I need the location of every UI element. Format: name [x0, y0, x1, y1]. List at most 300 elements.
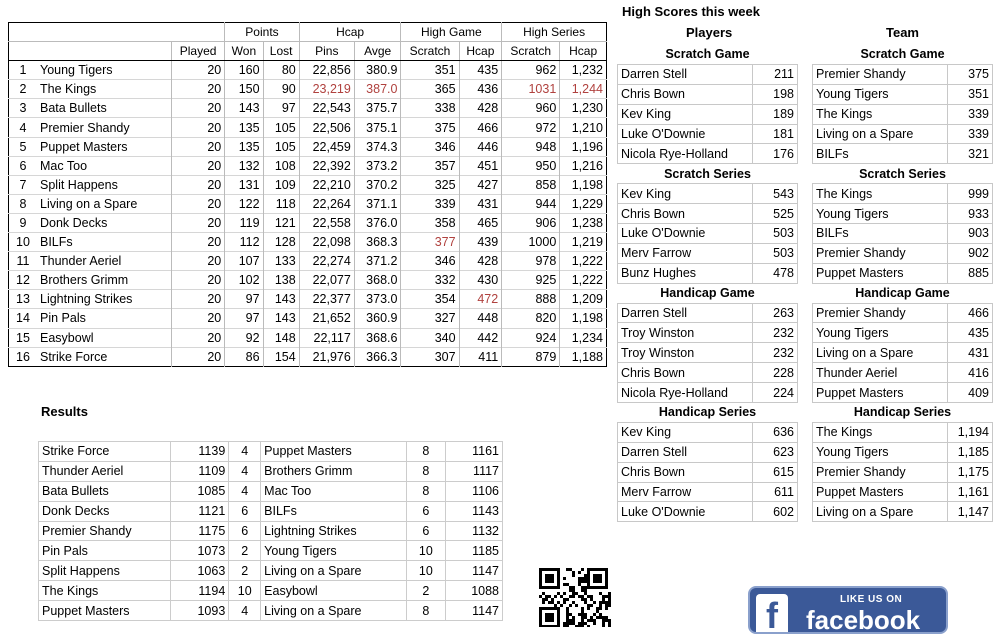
- league-cell-avge: 360.9: [354, 309, 401, 328]
- result-home-pins: 1073: [170, 541, 228, 561]
- score-row: [813, 144, 993, 164]
- score-name: Chris Bown: [618, 84, 753, 104]
- league-cell-team: Donk Decks: [37, 213, 172, 232]
- league-cell-series-hcap: 1,198: [560, 309, 607, 328]
- score-name: Young Tigers: [813, 442, 948, 462]
- col-series-scratch: Scratch: [502, 42, 560, 61]
- result-home-pins: 1085: [170, 481, 228, 501]
- result-row: [39, 461, 503, 481]
- league-cell-played: 20: [172, 213, 225, 232]
- league-cell-pins: 22,543: [299, 99, 354, 118]
- score-row: [618, 482, 798, 502]
- league-row: [9, 309, 607, 328]
- league-row: [9, 347, 607, 366]
- league-cell-series-scratch: 1000: [502, 233, 560, 252]
- league-cell-series-hcap: 1,232: [560, 61, 607, 80]
- league-cell-series-hcap: 1,238: [560, 213, 607, 232]
- league-cell-game-scratch: 338: [401, 99, 459, 118]
- score-name: Premier Shandy: [813, 462, 948, 482]
- league-cell-won: 97: [225, 290, 263, 309]
- score-value: 232: [753, 323, 798, 343]
- score-value: 339: [948, 104, 993, 124]
- result-home-team: Split Happens: [39, 561, 171, 581]
- score-value: 263: [753, 303, 798, 323]
- league-cell-rank: 4: [9, 118, 38, 137]
- score-row: [618, 343, 798, 363]
- league-row: [9, 61, 607, 80]
- score-row: [813, 462, 993, 482]
- league-cell-rank: 2: [9, 80, 38, 99]
- score-row: [813, 64, 993, 84]
- league-cell-lost: 143: [263, 309, 299, 328]
- league-cell-series-scratch: 906: [502, 213, 560, 232]
- score-value: 503: [753, 243, 798, 263]
- col-lost: Lost: [263, 42, 299, 61]
- score-value: 431: [948, 343, 993, 363]
- league-cell-team: Premier Shandy: [37, 118, 172, 137]
- category-row: [618, 403, 798, 423]
- league-cell-avge: 371.1: [354, 194, 401, 213]
- result-away-points: 10: [406, 541, 446, 561]
- category-row: [813, 45, 993, 64]
- score-value: 435: [948, 323, 993, 343]
- score-name: The Kings: [813, 422, 948, 442]
- league-table: [8, 22, 607, 367]
- score-value: 602: [753, 502, 798, 522]
- score-value: 189: [753, 104, 798, 124]
- league-cell-played: 20: [172, 156, 225, 175]
- score-name: Nicola Rye-Holland: [618, 144, 753, 164]
- league-cell-lost: 148: [263, 328, 299, 347]
- score-name: Luke O'Downie: [618, 224, 753, 244]
- league-cell-played: 20: [172, 233, 225, 252]
- score-name: Chris Bown: [618, 363, 753, 383]
- league-cell-lost: 128: [263, 233, 299, 252]
- league-cell-pins: 23,219: [299, 80, 354, 99]
- league-cell-game-scratch: 375: [401, 118, 459, 137]
- result-home-points: 4: [229, 442, 261, 462]
- score-name: Kev King: [618, 184, 753, 204]
- score-name: Kev King: [618, 104, 753, 124]
- score-row: [618, 124, 798, 144]
- result-away-pins: 1132: [446, 521, 503, 541]
- league-cell-game-scratch: 340: [401, 328, 459, 347]
- score-row: [813, 303, 993, 323]
- league-cell-game-hcap: 466: [459, 118, 502, 137]
- result-home-pins: 1121: [170, 501, 228, 521]
- league-cell-game-hcap: 442: [459, 328, 502, 347]
- league-cell-series-scratch: 948: [502, 137, 560, 156]
- result-away-pins: 1185: [446, 541, 503, 561]
- league-cell-pins: 22,459: [299, 137, 354, 156]
- result-row: [39, 541, 503, 561]
- score-value: 339: [948, 124, 993, 144]
- score-value: 228: [753, 363, 798, 383]
- col-game-scratch: Scratch: [401, 42, 459, 61]
- result-away-points: 8: [406, 481, 446, 501]
- result-away-team: Puppet Masters: [261, 442, 406, 462]
- score-name: BILFs: [813, 224, 948, 244]
- result-away-pins: 1117: [446, 461, 503, 481]
- team-heading: Team: [886, 25, 919, 40]
- league-cell-team: Split Happens: [37, 175, 172, 194]
- league-cell-avge: 368.3: [354, 233, 401, 252]
- score-name: Kev King: [618, 422, 753, 442]
- col-won: Won: [225, 42, 263, 61]
- league-cell-team: Young Tigers: [37, 61, 172, 80]
- score-value: 321: [948, 144, 993, 164]
- score-name: Puppet Masters: [813, 383, 948, 403]
- score-row: [813, 482, 993, 502]
- score-name: Young Tigers: [813, 84, 948, 104]
- league-cell-played: 20: [172, 99, 225, 118]
- result-home-pins: 1063: [170, 561, 228, 581]
- score-name: Nicola Rye-Holland: [618, 383, 753, 403]
- league-cell-avge: 373.0: [354, 290, 401, 309]
- score-name: Living on a Spare: [813, 343, 948, 363]
- result-row: [39, 561, 503, 581]
- league-cell-won: 143: [225, 99, 263, 118]
- score-value: 232: [753, 343, 798, 363]
- score-row: [618, 363, 798, 383]
- category-heading: Handicap Game: [660, 286, 755, 301]
- league-cell-pins: 21,652: [299, 309, 354, 328]
- league-cell-series-scratch: 820: [502, 309, 560, 328]
- result-away-points: 6: [406, 501, 446, 521]
- league-cell-game-scratch: 332: [401, 271, 459, 290]
- facebook-logo-icon: f: [756, 594, 788, 634]
- result-away-points: 10: [406, 561, 446, 581]
- league-cell-team: Brothers Grimm: [37, 271, 172, 290]
- group-header-high-game: High Game: [401, 23, 502, 42]
- score-name: The Kings: [813, 184, 948, 204]
- score-name: Chris Bown: [618, 462, 753, 482]
- score-row: [813, 104, 993, 124]
- score-value: 615: [753, 462, 798, 482]
- league-cell-game-hcap: 427: [459, 175, 502, 194]
- league-cell-pins: 22,210: [299, 175, 354, 194]
- score-value: 543: [753, 184, 798, 204]
- league-cell-series-scratch: 972: [502, 118, 560, 137]
- score-name: Premier Shandy: [813, 243, 948, 263]
- score-value: 211: [753, 64, 798, 84]
- league-cell-played: 20: [172, 347, 225, 366]
- league-cell-avge: 376.0: [354, 213, 401, 232]
- league-cell-lost: 118: [263, 194, 299, 213]
- score-name: Bunz Hughes: [618, 263, 753, 283]
- league-row: [9, 156, 607, 175]
- league-cell-series-scratch: 960: [502, 99, 560, 118]
- league-cell-won: 132: [225, 156, 263, 175]
- score-row: [618, 144, 798, 164]
- league-cell-game-hcap: 428: [459, 99, 502, 118]
- result-home-pins: 1194: [170, 581, 228, 601]
- league-row: [9, 290, 607, 309]
- league-cell-won: 102: [225, 271, 263, 290]
- score-value: 1,147: [948, 502, 993, 522]
- score-row: [618, 263, 798, 283]
- league-cell-played: 20: [172, 252, 225, 271]
- league-cell-team: Easybowl: [37, 328, 172, 347]
- result-home-team: Donk Decks: [39, 501, 171, 521]
- league-cell-series-scratch: 888: [502, 290, 560, 309]
- league-cell-series-scratch: 879: [502, 347, 560, 366]
- result-home-team: Thunder Aeriel: [39, 461, 171, 481]
- score-value: 885: [948, 263, 993, 283]
- league-row: [9, 137, 607, 156]
- result-away-team: BILFs: [261, 501, 406, 521]
- result-row: [39, 442, 503, 462]
- league-cell-played: 20: [172, 194, 225, 213]
- score-row: [813, 224, 993, 244]
- league-cell-game-scratch: 327: [401, 309, 459, 328]
- league-cell-series-hcap: 1,209: [560, 290, 607, 309]
- league-cell-avge: 373.2: [354, 156, 401, 175]
- score-value: 903: [948, 224, 993, 244]
- score-row: [618, 323, 798, 343]
- league-cell-game-scratch: 351: [401, 61, 459, 80]
- league-cell-series-hcap: 1,219: [560, 233, 607, 252]
- category-heading: Handicap Series: [658, 405, 757, 420]
- score-row: [813, 323, 993, 343]
- league-cell-won: 135: [225, 137, 263, 156]
- league-cell-series-scratch: 924: [502, 328, 560, 347]
- score-value: 181: [753, 124, 798, 144]
- league-cell-game-hcap: 411: [459, 347, 502, 366]
- league-cell-pins: 22,377: [299, 290, 354, 309]
- score-name: Troy Winston: [618, 343, 753, 363]
- score-name: Luke O'Downie: [618, 124, 753, 144]
- category-row: [618, 45, 798, 64]
- league-cell-game-hcap: 435: [459, 61, 502, 80]
- score-name: Young Tigers: [813, 323, 948, 343]
- result-row: [39, 521, 503, 541]
- league-cell-team: Thunder Aeriel: [37, 252, 172, 271]
- league-cell-lost: 97: [263, 99, 299, 118]
- league-cell-won: 131: [225, 175, 263, 194]
- group-header-hcap: Hcap: [299, 23, 401, 42]
- result-row: [39, 601, 503, 621]
- result-away-team: Young Tigers: [261, 541, 406, 561]
- league-cell-rank: 12: [9, 271, 38, 290]
- league-cell-series-scratch: 1031: [502, 80, 560, 99]
- score-value: 1,175: [948, 462, 993, 482]
- score-name: The Kings: [813, 104, 948, 124]
- result-home-points: 4: [229, 461, 261, 481]
- league-cell-team: BILFs: [37, 233, 172, 252]
- score-row: [813, 383, 993, 403]
- category-row: [813, 403, 993, 423]
- league-cell-won: 135: [225, 118, 263, 137]
- category-row: [813, 164, 993, 184]
- result-away-pins: 1143: [446, 501, 503, 521]
- result-away-pins: 1088: [446, 581, 503, 601]
- league-cell-team: The Kings: [37, 80, 172, 99]
- league-cell-game-scratch: 339: [401, 194, 459, 213]
- result-home-points: 2: [229, 541, 261, 561]
- score-name: Living on a Spare: [813, 502, 948, 522]
- league-cell-series-scratch: 925: [502, 271, 560, 290]
- score-value: 636: [753, 422, 798, 442]
- league-cell-series-hcap: 1,210: [560, 118, 607, 137]
- league-cell-team: Mac Too: [37, 156, 172, 175]
- league-cell-won: 150: [225, 80, 263, 99]
- score-name: Darren Stell: [618, 442, 753, 462]
- league-cell-pins: 22,077: [299, 271, 354, 290]
- col-avge: Avge: [354, 42, 401, 61]
- score-name: Premier Shandy: [813, 64, 948, 84]
- score-row: [813, 363, 993, 383]
- league-cell-team: Puppet Masters: [37, 137, 172, 156]
- score-value: 466: [948, 303, 993, 323]
- league-cell-game-scratch: 357: [401, 156, 459, 175]
- result-away-pins: 1147: [446, 601, 503, 621]
- score-name: Darren Stell: [618, 64, 753, 84]
- score-row: [618, 184, 798, 204]
- score-name: Premier Shandy: [813, 303, 948, 323]
- league-cell-team: Living on a Spare: [37, 194, 172, 213]
- category-heading: Scratch Series: [664, 166, 751, 181]
- score-value: 999: [948, 184, 993, 204]
- league-cell-played: 20: [172, 61, 225, 80]
- facebook-wordmark: facebook: [806, 605, 921, 634]
- league-cell-rank: 14: [9, 309, 38, 328]
- league-cell-rank: 16: [9, 347, 38, 366]
- score-row: [618, 462, 798, 482]
- score-value: 1,185: [948, 442, 993, 462]
- score-name: Chris Bown: [618, 204, 753, 224]
- league-cell-avge: 371.2: [354, 252, 401, 271]
- result-home-points: 6: [229, 501, 261, 521]
- result-away-pins: 1161: [446, 442, 503, 462]
- result-home-points: 10: [229, 581, 261, 601]
- league-cell-series-hcap: 1,222: [560, 271, 607, 290]
- score-row: [618, 383, 798, 403]
- league-cell-avge: 368.0: [354, 271, 401, 290]
- category-heading: Handicap Game: [855, 286, 950, 301]
- league-cell-lost: 80: [263, 61, 299, 80]
- league-cell-game-hcap: 430: [459, 271, 502, 290]
- league-cell-game-hcap: 451: [459, 156, 502, 175]
- league-cell-rank: 10: [9, 233, 38, 252]
- category-row: [813, 283, 993, 303]
- score-value: 409: [948, 383, 993, 403]
- col-series-hcap: Hcap: [560, 42, 607, 61]
- league-cell-series-hcap: 1,244: [560, 80, 607, 99]
- league-cell-avge: 375.7: [354, 99, 401, 118]
- league-cell-game-scratch: 377: [401, 233, 459, 252]
- league-cell-rank: 6: [9, 156, 38, 175]
- score-name: Luke O'Downie: [618, 502, 753, 522]
- score-row: [618, 64, 798, 84]
- league-cell-avge: 366.3: [354, 347, 401, 366]
- league-cell-won: 119: [225, 213, 263, 232]
- league-cell-series-scratch: 978: [502, 252, 560, 271]
- result-away-team: Living on a Spare: [261, 561, 406, 581]
- score-row: [813, 124, 993, 144]
- league-cell-game-scratch: 365: [401, 80, 459, 99]
- league-cell-pins: 22,506: [299, 118, 354, 137]
- score-row: [813, 263, 993, 283]
- league-cell-game-hcap: 436: [459, 80, 502, 99]
- league-column-header-row: [9, 42, 607, 61]
- high-scores-title: High Scores this week: [622, 4, 760, 19]
- league-row: [9, 80, 607, 99]
- score-row: [813, 243, 993, 263]
- score-row: [618, 303, 798, 323]
- league-cell-series-hcap: 1,229: [560, 194, 607, 213]
- league-cell-played: 20: [172, 118, 225, 137]
- players-high-scores-table: [617, 45, 798, 522]
- score-value: 176: [753, 144, 798, 164]
- score-name: Darren Stell: [618, 303, 753, 323]
- score-name: BILFs: [813, 144, 948, 164]
- result-home-team: Premier Shandy: [39, 521, 171, 541]
- league-cell-series-hcap: 1,222: [560, 252, 607, 271]
- league-cell-won: 92: [225, 328, 263, 347]
- result-row: [39, 501, 503, 521]
- score-row: [618, 502, 798, 522]
- league-cell-played: 20: [172, 290, 225, 309]
- score-value: 375: [948, 64, 993, 84]
- score-name: Merv Farrow: [618, 482, 753, 502]
- category-heading: Scratch Game: [665, 47, 750, 62]
- league-cell-series-hcap: 1,216: [560, 156, 607, 175]
- league-cell-game-hcap: 439: [459, 233, 502, 252]
- league-cell-series-hcap: 1,230: [560, 99, 607, 118]
- league-row: [9, 213, 607, 232]
- players-heading: Players: [686, 25, 733, 40]
- league-cell-lost: 133: [263, 252, 299, 271]
- score-value: 1,194: [948, 422, 993, 442]
- score-value: 1,161: [948, 482, 993, 502]
- result-away-team: Mac Too: [261, 481, 406, 501]
- category-heading: Scratch Game: [860, 47, 945, 62]
- league-cell-lost: 105: [263, 118, 299, 137]
- league-cell-rank: 9: [9, 213, 38, 232]
- result-away-team: Lightning Strikes: [261, 521, 406, 541]
- result-home-points: 4: [229, 601, 261, 621]
- league-cell-played: 20: [172, 309, 225, 328]
- score-value: 224: [753, 383, 798, 403]
- category-heading: Scratch Series: [859, 166, 946, 181]
- league-cell-rank: 13: [9, 290, 38, 309]
- results-table: [38, 441, 503, 621]
- league-cell-lost: 121: [263, 213, 299, 232]
- score-name: Young Tigers: [813, 204, 948, 224]
- league-row: [9, 271, 607, 290]
- result-home-points: 2: [229, 561, 261, 581]
- qr-code-icon: [537, 566, 615, 627]
- league-cell-avge: 370.2: [354, 175, 401, 194]
- league-cell-won: 160: [225, 61, 263, 80]
- league-cell-series-scratch: 944: [502, 194, 560, 213]
- score-name: Puppet Masters: [813, 263, 948, 283]
- league-cell-game-scratch: 358: [401, 213, 459, 232]
- league-cell-game-hcap: 431: [459, 194, 502, 213]
- score-name: Troy Winston: [618, 323, 753, 343]
- score-row: [813, 184, 993, 204]
- league-cell-game-hcap: 448: [459, 309, 502, 328]
- league-cell-rank: 11: [9, 252, 38, 271]
- result-away-points: 8: [406, 442, 446, 462]
- score-row: [813, 422, 993, 442]
- score-value: 525: [753, 204, 798, 224]
- league-cell-game-hcap: 472: [459, 290, 502, 309]
- league-cell-rank: 5: [9, 137, 38, 156]
- league-cell-series-scratch: 962: [502, 61, 560, 80]
- league-cell-game-scratch: 307: [401, 347, 459, 366]
